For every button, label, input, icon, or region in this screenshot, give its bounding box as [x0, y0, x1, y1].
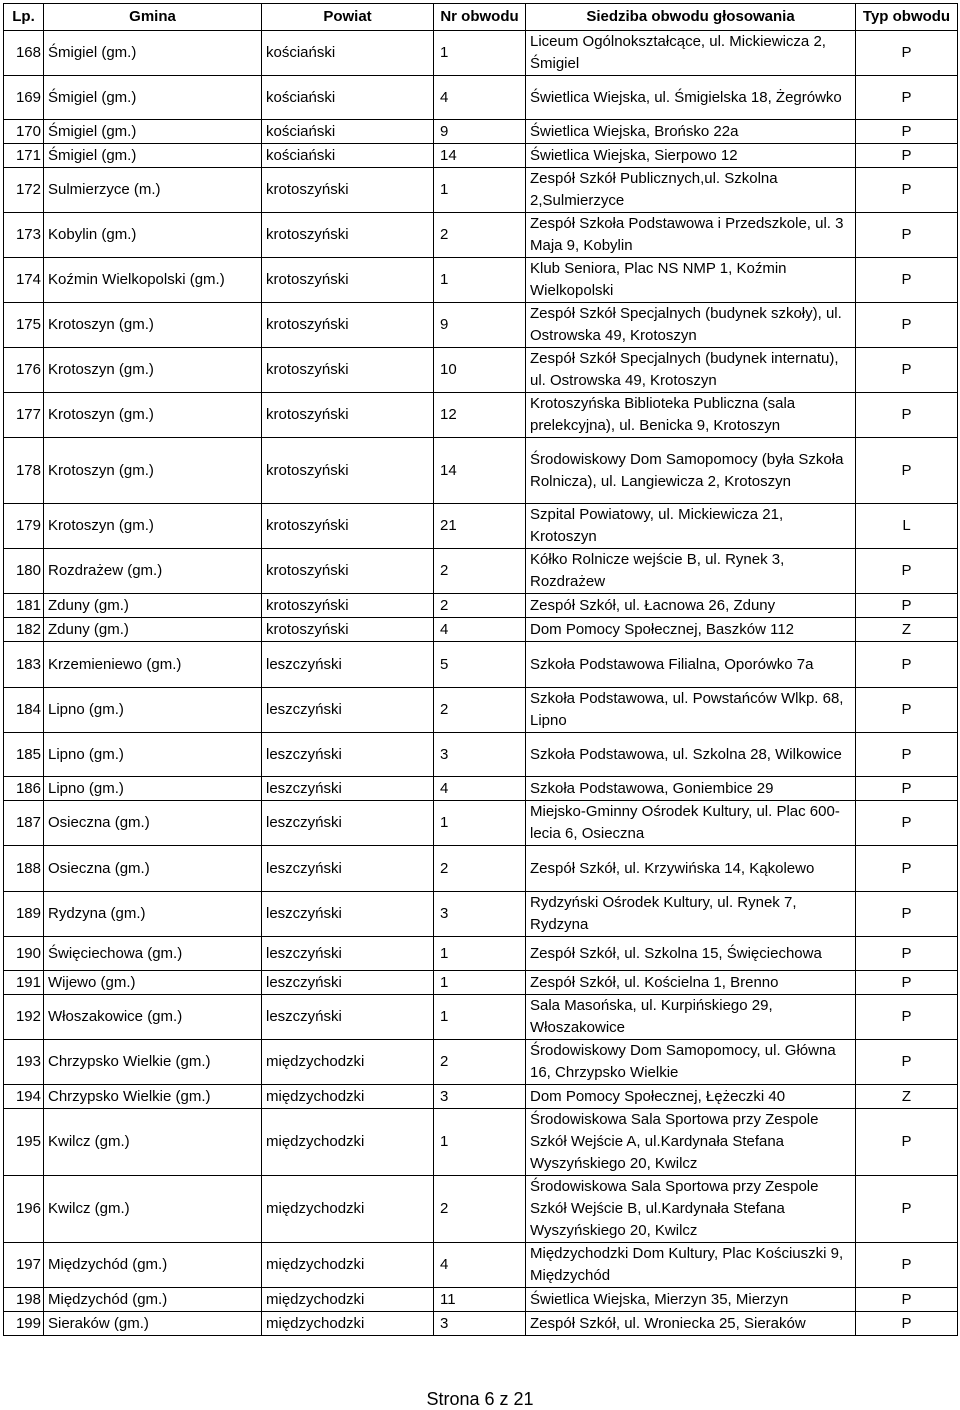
table-row: [4, 213, 958, 258]
cell-typ-obwodu: P: [856, 1040, 958, 1085]
cell-typ-obwodu: P: [856, 303, 958, 348]
cell-nr-obwodu: 2: [434, 549, 526, 594]
table-header: [4, 4, 958, 31]
cell-typ-obwodu: P: [856, 31, 958, 76]
header-row: [4, 4, 958, 31]
cell-powiat: leszczyński: [262, 733, 434, 777]
table-row: [4, 1288, 958, 1312]
cell-gmina: Chrzypsko Wielkie (gm.): [44, 1085, 262, 1109]
cell-nr-obwodu: 2: [434, 594, 526, 618]
cell-typ-obwodu: P: [856, 777, 958, 801]
cell-siedziba: Świetlica Wiejska, Brońsko 22a: [526, 120, 856, 144]
cell-powiat: krotoszyński: [262, 504, 434, 549]
table-row: [4, 1243, 958, 1288]
cell-gmina: Sieraków (gm.): [44, 1312, 262, 1336]
cell-siedziba: Zespół Szkół, ul. Wroniecka 25, Sieraków: [526, 1312, 856, 1336]
cell-powiat: krotoszyński: [262, 303, 434, 348]
cell-powiat: leszczyński: [262, 801, 434, 846]
cell-gmina: Wijewo (gm.): [44, 971, 262, 995]
cell-siedziba: Rydzyński Ośrodek Kultury, ul. Rynek 7, Rydzyna: [526, 892, 856, 937]
cell-nr-obwodu: 1: [434, 31, 526, 76]
cell-typ-obwodu: P: [856, 1312, 958, 1336]
header-powiat: Powiat: [262, 4, 434, 31]
cell-siedziba: Krotoszyńska Biblioteka Publiczna (sala prelekcyjna), ul. Benicka 9, Krotoszyn: [526, 393, 856, 438]
cell-lp: 189: [4, 892, 44, 937]
table-row: [4, 120, 958, 144]
cell-lp: 188: [4, 846, 44, 892]
cell-lp: 187: [4, 801, 44, 846]
cell-gmina: Krotoszyn (gm.): [44, 393, 262, 438]
cell-nr-obwodu: 1: [434, 1109, 526, 1176]
cell-powiat: kościański: [262, 31, 434, 76]
cell-gmina: Sulmierzyce (m.): [44, 168, 262, 213]
cell-nr-obwodu: 3: [434, 1085, 526, 1109]
table-row: [4, 76, 958, 120]
cell-powiat: krotoszyński: [262, 258, 434, 303]
table-row: [4, 438, 958, 504]
cell-lp: 173: [4, 213, 44, 258]
cell-typ-obwodu: P: [856, 642, 958, 688]
cell-typ-obwodu: P: [856, 168, 958, 213]
cell-powiat: leszczyński: [262, 937, 434, 971]
table-row: [4, 393, 958, 438]
table-row: [4, 801, 958, 846]
cell-nr-obwodu: 14: [434, 438, 526, 504]
cell-siedziba: Szpital Powiatowy, ul. Mickiewicza 21, Krotoszyn: [526, 504, 856, 549]
cell-powiat: krotoszyński: [262, 348, 434, 393]
cell-lp: 174: [4, 258, 44, 303]
cell-siedziba: Szkoła Podstawowa, Goniembice 29: [526, 777, 856, 801]
cell-nr-obwodu: 4: [434, 1243, 526, 1288]
cell-gmina: Kobylin (gm.): [44, 213, 262, 258]
cell-typ-obwodu: P: [856, 733, 958, 777]
cell-lp: 168: [4, 31, 44, 76]
cell-gmina: Krotoszyn (gm.): [44, 504, 262, 549]
cell-siedziba: Zespół Szkół Publicznych,ul. Szkolna 2,Sulmierzyce: [526, 168, 856, 213]
table-row: [4, 995, 958, 1040]
cell-gmina: Krotoszyn (gm.): [44, 303, 262, 348]
cell-lp: 192: [4, 995, 44, 1040]
table-row: [4, 892, 958, 937]
cell-lp: 171: [4, 144, 44, 168]
cell-typ-obwodu: Z: [856, 1085, 958, 1109]
cell-nr-obwodu: 3: [434, 733, 526, 777]
cell-gmina: Zduny (gm.): [44, 594, 262, 618]
header-typ-obwodu: Typ obwodu: [856, 4, 958, 31]
table-row: [4, 258, 958, 303]
cell-lp: 176: [4, 348, 44, 393]
cell-gmina: Kwilcz (gm.): [44, 1109, 262, 1176]
cell-powiat: leszczyński: [262, 971, 434, 995]
table-row: [4, 846, 958, 892]
cell-lp: 193: [4, 1040, 44, 1085]
cell-nr-obwodu: 10: [434, 348, 526, 393]
cell-lp: 195: [4, 1109, 44, 1176]
cell-typ-obwodu: P: [856, 144, 958, 168]
cell-siedziba: Zespół Szkół Specjalnych (budynek szkoły), ul. Ostrowska 49, Krotoszyn: [526, 303, 856, 348]
cell-siedziba: Zespół Szkół Specjalnych (budynek internatu), ul. Ostrowska 49, Krotoszyn: [526, 348, 856, 393]
cell-lp: 179: [4, 504, 44, 549]
cell-lp: 182: [4, 618, 44, 642]
cell-lp: 183: [4, 642, 44, 688]
cell-powiat: krotoszyński: [262, 438, 434, 504]
cell-lp: 191: [4, 971, 44, 995]
cell-typ-obwodu: P: [856, 937, 958, 971]
cell-typ-obwodu: P: [856, 258, 958, 303]
cell-siedziba: Dom Pomocy Społecznej, Łężeczki 40: [526, 1085, 856, 1109]
cell-typ-obwodu: P: [856, 892, 958, 937]
cell-gmina: Święciechowa (gm.): [44, 937, 262, 971]
cell-siedziba: Zespół Szkół, ul. Łacnowa 26, Zduny: [526, 594, 856, 618]
table-row: [4, 642, 958, 688]
cell-typ-obwodu: P: [856, 1109, 958, 1176]
cell-lp: 197: [4, 1243, 44, 1288]
table-row: [4, 549, 958, 594]
cell-gmina: Osieczna (gm.): [44, 801, 262, 846]
cell-lp: 175: [4, 303, 44, 348]
cell-powiat: krotoszyński: [262, 594, 434, 618]
cell-typ-obwodu: P: [856, 1243, 958, 1288]
cell-powiat: międzychodzki: [262, 1040, 434, 1085]
cell-nr-obwodu: 2: [434, 1176, 526, 1243]
header-siedziba: Siedziba obwodu głosowania: [526, 4, 856, 31]
cell-powiat: międzychodzki: [262, 1085, 434, 1109]
cell-powiat: krotoszyński: [262, 549, 434, 594]
polling-stations-table: [3, 3, 958, 1336]
cell-siedziba: Zespół Szkół, ul. Szkolna 15, Święciechowa: [526, 937, 856, 971]
cell-gmina: Rydzyna (gm.): [44, 892, 262, 937]
cell-lp: 185: [4, 733, 44, 777]
cell-typ-obwodu: P: [856, 76, 958, 120]
cell-siedziba: Sala Masońska, ul. Kurpińskiego 29, Włoszakowice: [526, 995, 856, 1040]
cell-nr-obwodu: 3: [434, 892, 526, 937]
cell-nr-obwodu: 14: [434, 144, 526, 168]
cell-lp: 194: [4, 1085, 44, 1109]
cell-siedziba: Środowiskowa Sala Sportowa przy Zespole Szkół Wejście B, ul.Kardynała Stefana Wyszyńskiego 20, Kwilcz: [526, 1176, 856, 1243]
cell-gmina: Śmigiel (gm.): [44, 76, 262, 120]
cell-lp: 184: [4, 688, 44, 733]
cell-typ-obwodu: P: [856, 549, 958, 594]
cell-powiat: krotoszyński: [262, 213, 434, 258]
cell-gmina: Rozdrażew (gm.): [44, 549, 262, 594]
cell-nr-obwodu: 4: [434, 76, 526, 120]
cell-nr-obwodu: 2: [434, 1040, 526, 1085]
cell-siedziba: Zespół Szkół, ul. Kościelna 1, Brenno: [526, 971, 856, 995]
cell-powiat: krotoszyński: [262, 168, 434, 213]
cell-siedziba: Świetlica Wiejska, Sierpowo 12: [526, 144, 856, 168]
cell-typ-obwodu: P: [856, 688, 958, 733]
cell-powiat: leszczyński: [262, 688, 434, 733]
cell-powiat: międzychodzki: [262, 1109, 434, 1176]
cell-typ-obwodu: P: [856, 594, 958, 618]
cell-lp: 190: [4, 937, 44, 971]
cell-typ-obwodu: P: [856, 1288, 958, 1312]
table-row: [4, 688, 958, 733]
cell-gmina: Lipno (gm.): [44, 688, 262, 733]
cell-lp: 199: [4, 1312, 44, 1336]
cell-siedziba: Kółko Rolnicze wejście B, ul. Rynek 3, Rozdrażew: [526, 549, 856, 594]
cell-nr-obwodu: 1: [434, 168, 526, 213]
cell-gmina: Zduny (gm.): [44, 618, 262, 642]
table-row: [4, 594, 958, 618]
cell-siedziba: Świetlica Wiejska, Mierzyn 35, Mierzyn: [526, 1288, 856, 1312]
cell-nr-obwodu: 1: [434, 971, 526, 995]
cell-powiat: leszczyński: [262, 995, 434, 1040]
cell-lp: 170: [4, 120, 44, 144]
cell-gmina: Osieczna (gm.): [44, 846, 262, 892]
cell-typ-obwodu: L: [856, 504, 958, 549]
cell-gmina: Włoszakowice (gm.): [44, 995, 262, 1040]
table-body: [4, 31, 958, 1336]
cell-siedziba: Miejsko-Gminny Ośrodek Kultury, ul. Plac 600-lecia 6, Osieczna: [526, 801, 856, 846]
cell-powiat: międzychodzki: [262, 1288, 434, 1312]
cell-nr-obwodu: 2: [434, 846, 526, 892]
cell-siedziba: Zespół Szkoła Podstawowa i Przedszkole, ul. 3 Maja 9, Kobylin: [526, 213, 856, 258]
cell-typ-obwodu: P: [856, 1176, 958, 1243]
cell-powiat: międzychodzki: [262, 1176, 434, 1243]
cell-typ-obwodu: P: [856, 438, 958, 504]
cell-lp: 180: [4, 549, 44, 594]
table-row: [4, 1109, 958, 1176]
cell-nr-obwodu: 4: [434, 618, 526, 642]
cell-powiat: leszczyński: [262, 846, 434, 892]
cell-siedziba: Środowiskowy Dom Samopomocy, ul. Główna 16, Chrzypsko Wielkie: [526, 1040, 856, 1085]
cell-powiat: leszczyński: [262, 642, 434, 688]
cell-typ-obwodu: P: [856, 120, 958, 144]
cell-typ-obwodu: P: [856, 348, 958, 393]
table-row: [4, 31, 958, 76]
cell-lp: 169: [4, 76, 44, 120]
table-row: [4, 1176, 958, 1243]
table-row: [4, 504, 958, 549]
cell-gmina: Lipno (gm.): [44, 777, 262, 801]
cell-siedziba: Szkoła Podstawowa, ul. Powstańców Wlkp. 68, Lipno: [526, 688, 856, 733]
cell-gmina: Śmigiel (gm.): [44, 144, 262, 168]
cell-siedziba: Środowiskowa Sala Sportowa przy Zespole Szkół Wejście A, ul.Kardynała Stefana Wyszyńskiego 20, Kwilcz: [526, 1109, 856, 1176]
cell-gmina: Międzychód (gm.): [44, 1288, 262, 1312]
cell-gmina: Koźmin Wielkopolski (gm.): [44, 258, 262, 303]
header-lp: Lp.: [4, 4, 44, 31]
cell-gmina: Śmigiel (gm.): [44, 120, 262, 144]
cell-gmina: Krzemieniewo (gm.): [44, 642, 262, 688]
cell-lp: 196: [4, 1176, 44, 1243]
cell-typ-obwodu: P: [856, 213, 958, 258]
table-row: [4, 971, 958, 995]
cell-nr-obwodu: 9: [434, 303, 526, 348]
cell-nr-obwodu: 11: [434, 1288, 526, 1312]
cell-nr-obwodu: 1: [434, 801, 526, 846]
table-row: [4, 348, 958, 393]
cell-nr-obwodu: 2: [434, 688, 526, 733]
cell-gmina: Międzychód (gm.): [44, 1243, 262, 1288]
cell-nr-obwodu: 9: [434, 120, 526, 144]
cell-gmina: Krotoszyn (gm.): [44, 438, 262, 504]
cell-nr-obwodu: 1: [434, 258, 526, 303]
cell-powiat: krotoszyński: [262, 618, 434, 642]
cell-gmina: Śmigiel (gm.): [44, 31, 262, 76]
cell-nr-obwodu: 12: [434, 393, 526, 438]
cell-nr-obwodu: 1: [434, 995, 526, 1040]
table-row: [4, 168, 958, 213]
table-row: [4, 777, 958, 801]
cell-typ-obwodu: P: [856, 846, 958, 892]
cell-typ-obwodu: P: [856, 971, 958, 995]
cell-typ-obwodu: Z: [856, 618, 958, 642]
cell-siedziba: Międzychodzki Dom Kultury, Plac Kościuszki 9, Międzychód: [526, 1243, 856, 1288]
header-gmina: Gmina: [44, 4, 262, 31]
cell-siedziba: Klub Seniora, Plac NS NMP 1, Koźmin Wielkopolski: [526, 258, 856, 303]
cell-siedziba: Dom Pomocy Społecznej, Baszków 112: [526, 618, 856, 642]
cell-lp: 178: [4, 438, 44, 504]
cell-nr-obwodu: 21: [434, 504, 526, 549]
cell-nr-obwodu: 5: [434, 642, 526, 688]
cell-lp: 177: [4, 393, 44, 438]
page-number: Strona 6 z 21: [426, 1389, 534, 1409]
table-row: [4, 303, 958, 348]
cell-typ-obwodu: P: [856, 801, 958, 846]
cell-gmina: Lipno (gm.): [44, 733, 262, 777]
cell-gmina: Krotoszyn (gm.): [44, 348, 262, 393]
cell-gmina: Kwilcz (gm.): [44, 1176, 262, 1243]
cell-powiat: międzychodzki: [262, 1243, 434, 1288]
cell-gmina: Chrzypsko Wielkie (gm.): [44, 1040, 262, 1085]
cell-siedziba: Zespół Szkół, ul. Krzywińska 14, Kąkolewo: [526, 846, 856, 892]
cell-lp: 181: [4, 594, 44, 618]
cell-powiat: leszczyński: [262, 892, 434, 937]
cell-nr-obwodu: 3: [434, 1312, 526, 1336]
table-row: [4, 1085, 958, 1109]
cell-powiat: kościański: [262, 120, 434, 144]
cell-siedziba: Liceum Ogólnokształcące, ul. Mickiewicza 2, Śmigiel: [526, 31, 856, 76]
cell-lp: 198: [4, 1288, 44, 1312]
cell-typ-obwodu: P: [856, 393, 958, 438]
cell-typ-obwodu: P: [856, 995, 958, 1040]
cell-powiat: kościański: [262, 144, 434, 168]
cell-lp: 172: [4, 168, 44, 213]
cell-powiat: leszczyński: [262, 777, 434, 801]
cell-siedziba: Szkoła Podstawowa Filialna, Oporówko 7a: [526, 642, 856, 688]
table-row: [4, 618, 958, 642]
header-nr-obwodu: Nr obwodu: [434, 4, 526, 31]
cell-nr-obwodu: 1: [434, 937, 526, 971]
cell-siedziba: Środowiskowy Dom Samopomocy (była Szkoła Rolnicza), ul. Langiewicza 2, Krotoszyn: [526, 438, 856, 504]
table-row: [4, 144, 958, 168]
cell-nr-obwodu: 2: [434, 213, 526, 258]
cell-powiat: krotoszyński: [262, 393, 434, 438]
cell-siedziba: Świetlica Wiejska, ul. Śmigielska 18, Żegrówko: [526, 76, 856, 120]
table-row: [4, 937, 958, 971]
table-row: [4, 1312, 958, 1336]
cell-nr-obwodu: 4: [434, 777, 526, 801]
cell-powiat: międzychodzki: [262, 1312, 434, 1336]
table-row: [4, 733, 958, 777]
cell-powiat: kościański: [262, 76, 434, 120]
cell-lp: 186: [4, 777, 44, 801]
cell-siedziba: Szkoła Podstawowa, ul. Szkolna 28, Wilkowice: [526, 733, 856, 777]
table-row: [4, 1040, 958, 1085]
